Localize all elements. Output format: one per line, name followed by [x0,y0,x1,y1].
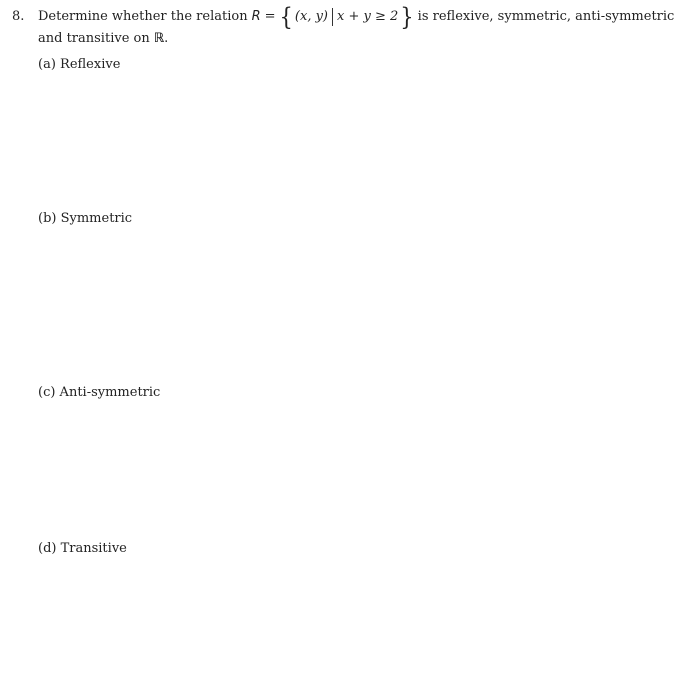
ordered-pair: (x, y) [294,9,329,24]
relation-symbol: R [251,9,261,24]
set-open-brace: { [279,3,293,31]
question-line2-text: and transitive on [38,31,150,46]
question-number: 8. [12,9,25,24]
part-d-transitive: (d) Transitive [38,541,127,556]
relation-definition [251,3,414,31]
part-a-reflexive: (a) Reflexive [38,57,121,72]
problem-line-2 [12,28,692,50]
set-condition: x + y ≥ 2 [337,9,399,24]
question-line2-end: . [164,31,169,46]
set-close-brace: } [400,3,414,31]
part-c-anti-symmetric: (c) Anti-symmetric [38,385,161,400]
real-numbers-symbol: ℝ [153,31,165,46]
question-text-before: Determine whether the relation [38,9,248,24]
set-builder-bar [332,8,333,26]
problem-line-1 [12,3,692,31]
problem-8 [12,3,692,50]
question-text-after: is reflexive, symmetric, anti-symmetric [417,9,675,24]
part-b-symmetric: (b) Symmetric [38,211,133,226]
equals-sign: = [264,9,276,24]
